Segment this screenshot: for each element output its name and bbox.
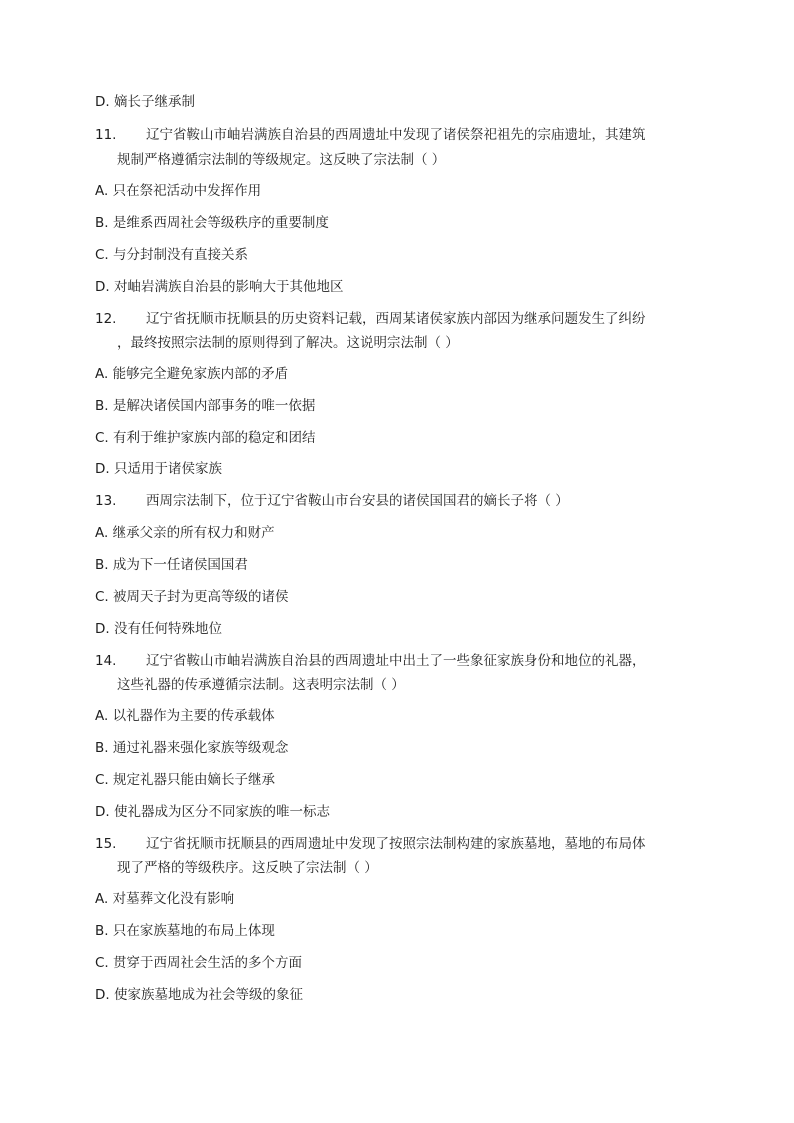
- question-14-text-line1: 辽宁省鞍山市岫岩满族自治县的西周遗址中出土了一些象征家族身份和地位的礼器，: [146, 653, 646, 669]
- question-11-text-line2: 规制严格遵循宗法制的等级规定。这反映了宗法制（ ）: [117, 152, 446, 168]
- question-13-option-d: D. 没有任何特殊地位: [95, 621, 222, 637]
- question-11-option-a: A. 只在祭祀活动中发挥作用: [95, 183, 262, 199]
- question-15-text-line2: 现了严格的等级秩序。这反映了宗法制（ ）: [117, 860, 378, 876]
- question-15-text-line1: 辽宁省抚顺市抚顺县的西周遗址中发现了按照宗法制构建的家族墓地，墓地的布局体: [146, 836, 646, 852]
- question-12-text-line1: 辽宁省抚顺市抚顺县的历史资料记载，西周某诸侯家族内部因为继承问题发生了纠纷: [146, 311, 646, 327]
- question-12-text-line2: ，最终按照宗法制的原则得到了解决。这说明宗法制（ ）: [117, 335, 459, 351]
- question-15-option-c: C. 贯穿于西周社会生活的多个方面: [95, 955, 303, 971]
- question-11-option-d: D. 对岫岩满族自治县的影响大于其他地区: [95, 279, 344, 295]
- question-11-text-line1: 辽宁省鞍山市岫岩满族自治县的西周遗址中发现了诸侯祭祀祖先的宗庙遗址，其建筑: [146, 127, 646, 143]
- question-15-number: 15.: [95, 836, 117, 852]
- question-13-number: 13.: [95, 493, 117, 509]
- question-11-number: 11.: [95, 127, 117, 143]
- question-12-option-b: B. 是解决诸侯国内部事务的唯一依据: [95, 398, 316, 414]
- question-12-option-c: C. 有利于维护家族内部的稳定和团结: [95, 430, 316, 446]
- question-15-option-d: D. 使家族墓地成为社会等级的象征: [95, 987, 303, 1003]
- question-12-option-d: D. 只适用于诸侯家族: [95, 461, 222, 477]
- option-d-previous: D. 嫡长子继承制: [95, 94, 195, 110]
- question-13-text-line1: 西周宗法制下，位于辽宁省鞍山市台安县的诸侯国国君的嫡长子将（ ）: [146, 493, 569, 509]
- question-14-option-a: A. 以礼器作为主要的传承载体: [95, 708, 275, 724]
- question-13-option-b: B. 成为下一任诸侯国国君: [95, 557, 248, 573]
- question-15-option-b: B. 只在家族墓地的布局上体现: [95, 923, 275, 939]
- question-14-option-d: D. 使礼器成为区分不同家族的唯一标志: [95, 804, 330, 820]
- question-12-option-a: A. 能够完全避免家族内部的矛盾: [95, 366, 289, 382]
- question-12-number: 12.: [95, 311, 117, 327]
- question-14-text-line2: 这些礼器的传承遵循宗法制。这表明宗法制（ ）: [117, 677, 405, 693]
- question-11-option-c: C. 与分封制没有直接关系: [95, 247, 249, 263]
- question-15-option-a: A. 对墓葬文化没有影响: [95, 891, 235, 907]
- question-14-number: 14.: [95, 653, 117, 669]
- question-14-option-c: C. 规定礼器只能由嫡长子继承: [95, 772, 276, 788]
- question-11-option-b: B. 是维系西周社会等级秩序的重要制度: [95, 215, 329, 231]
- question-14-option-b: B. 通过礼器来强化家族等级观念: [95, 740, 289, 756]
- question-13-option-c: C. 被周天子封为更高等级的诸侯: [95, 589, 289, 605]
- question-13-option-a: A. 继承父亲的所有权力和财产: [95, 525, 275, 541]
